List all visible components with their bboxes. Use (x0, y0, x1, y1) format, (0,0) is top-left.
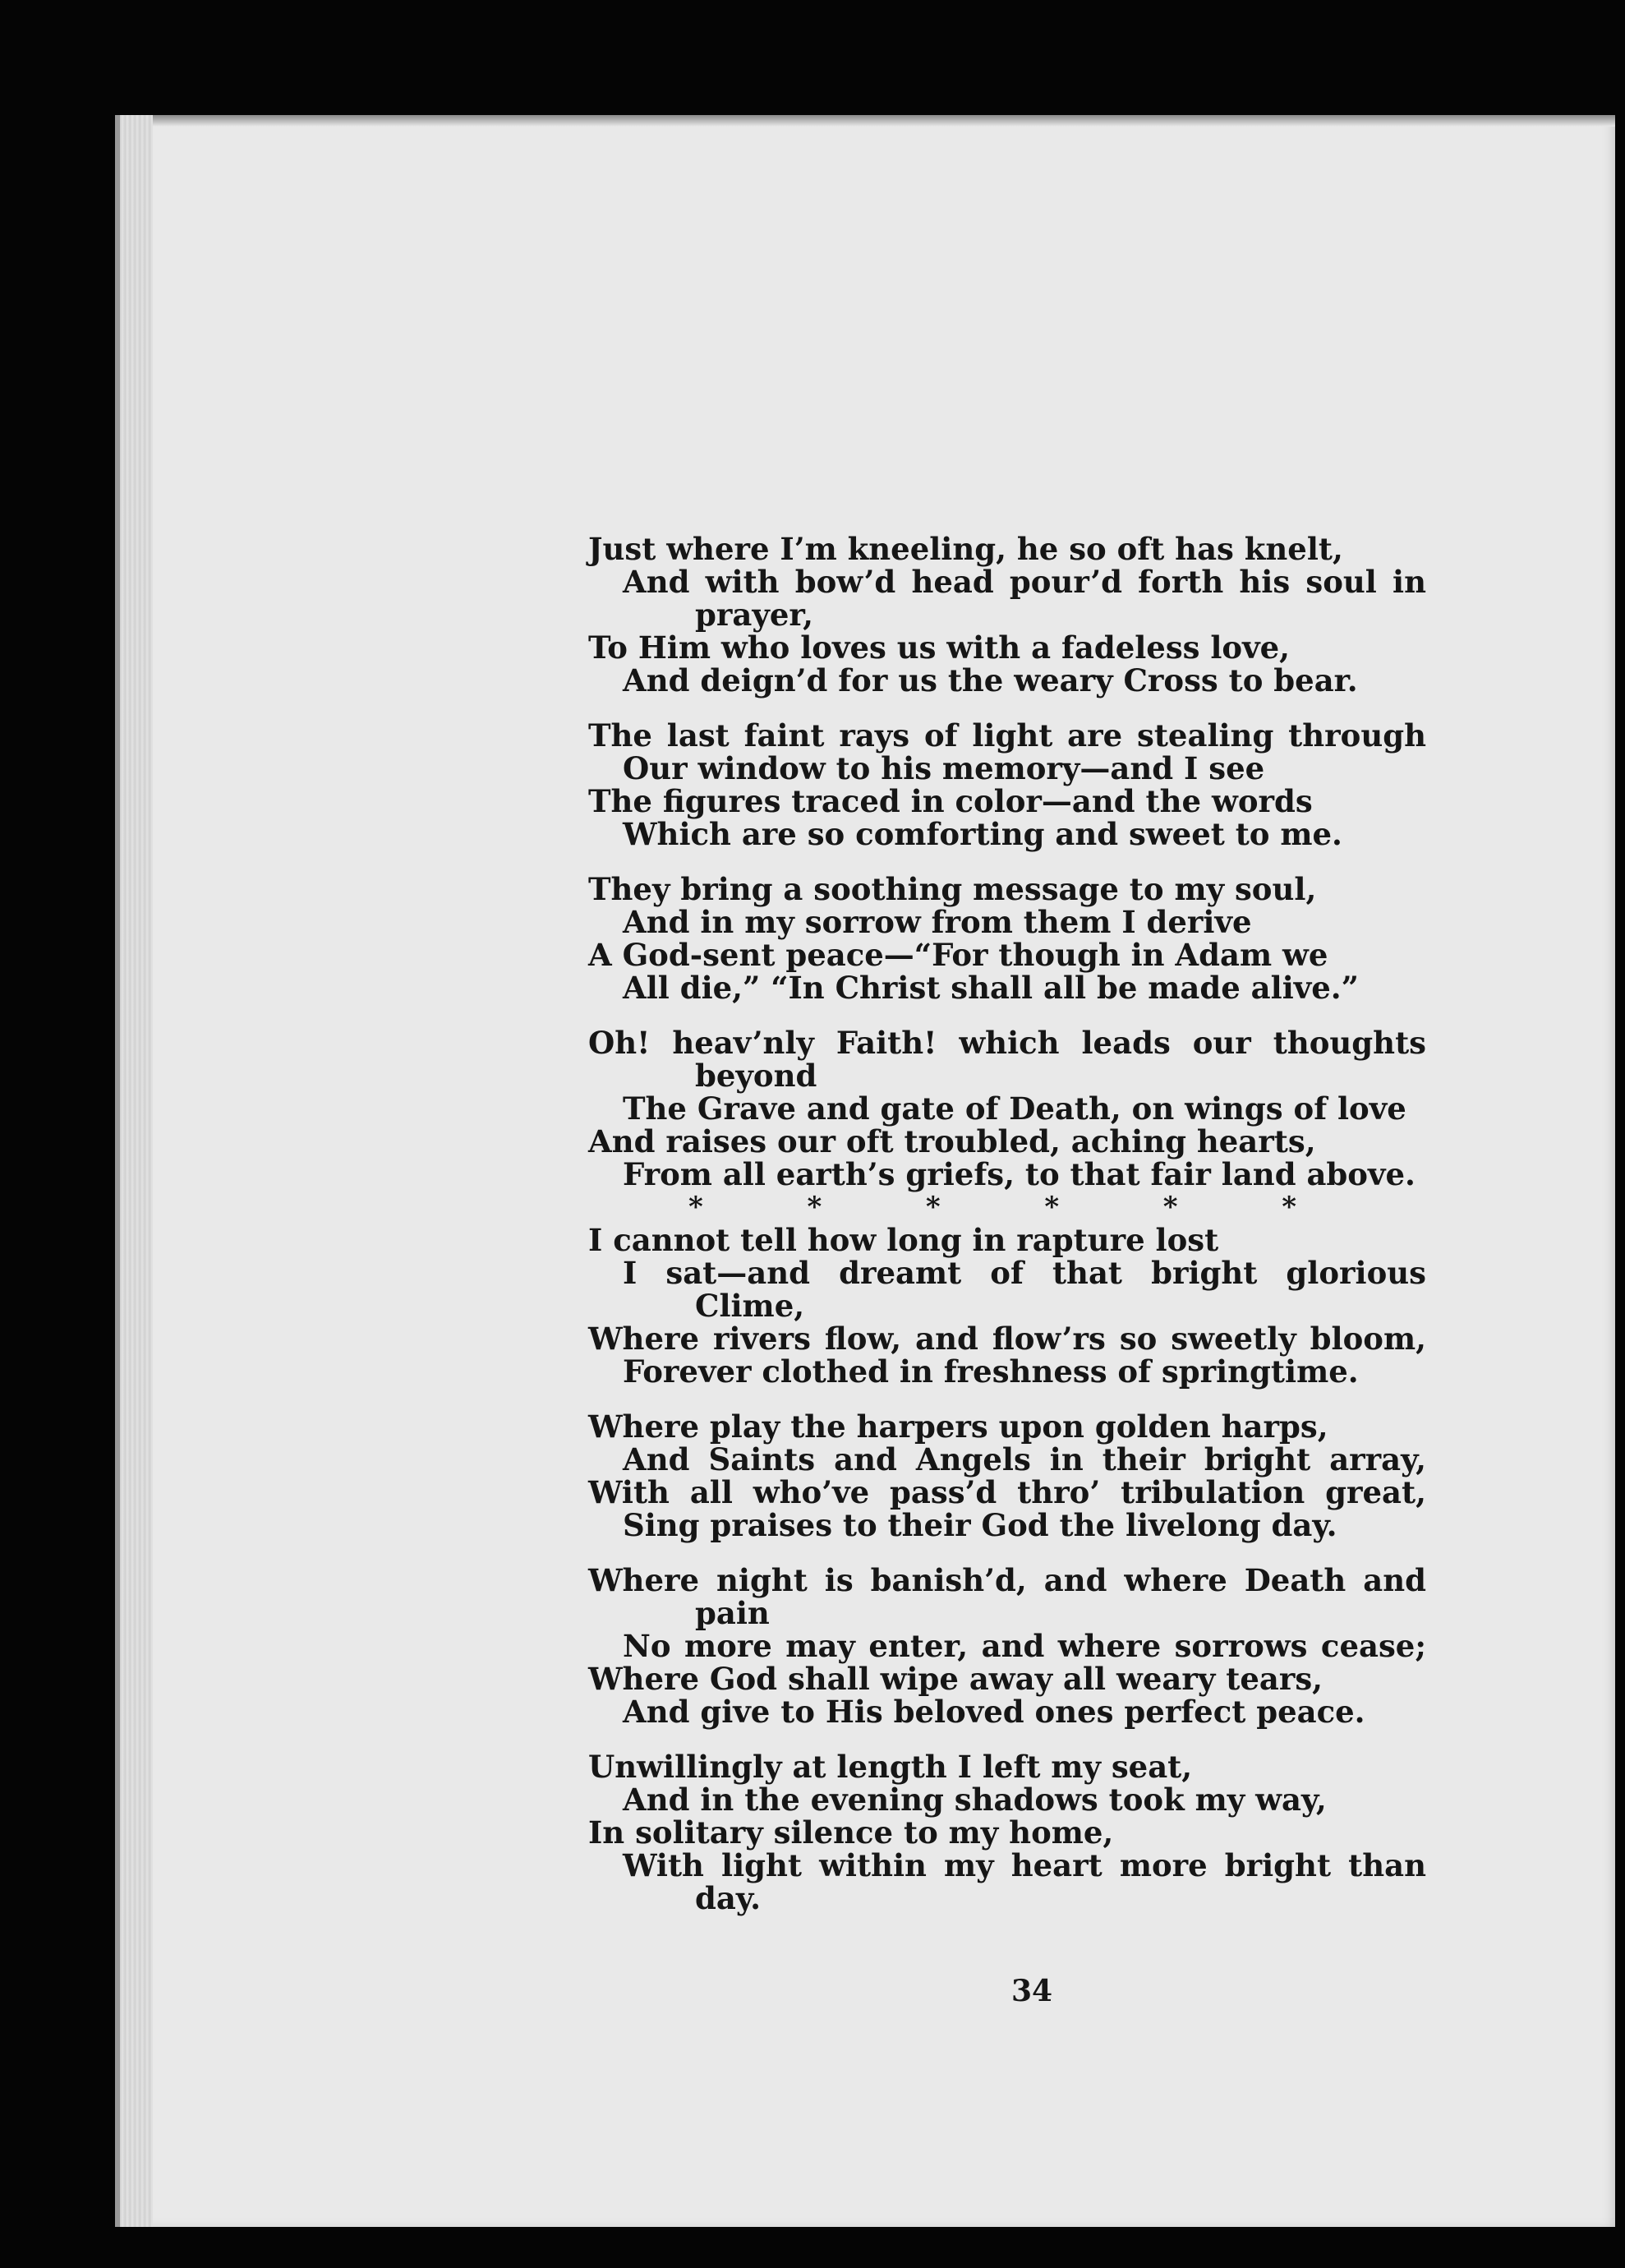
poem-line: And in my sorrow from them I derive (623, 904, 1252, 940)
section-separator (588, 1191, 1296, 1224)
poem-line: Where night is banish’d, and where Death and (588, 1562, 1426, 1598)
poem-body (588, 532, 1426, 1915)
poem-line: No more may enter, and where sorrows cease; (623, 1628, 1426, 1664)
poem-line: From all earth’s griefs, to that fair land above. (623, 1156, 1416, 1192)
poem-line: Which are so comforting and sweet to me. (623, 816, 1342, 852)
separator-asterisk: * (1282, 1191, 1296, 1224)
poem-line: Oh! heav’nly Faith! which leads our thoughts (588, 1025, 1426, 1061)
separator-asterisk: * (688, 1191, 703, 1224)
poem-line: With light within my heart more bright than (623, 1847, 1426, 1883)
page-number: 34 (1010, 1974, 1053, 2008)
stanza-gap (588, 1004, 1426, 1026)
poem-line: The figures traced in color—and the words (588, 783, 1313, 819)
poem-line: A God-sent peace—“For though in Adam we (588, 937, 1328, 973)
poem-line: prayer, (695, 597, 814, 633)
poem-line: Just where I’m kneeling, he so oft has knelt, (588, 531, 1343, 567)
stanza-gap (588, 1388, 1426, 1410)
poem-line: I cannot tell how long in rapture lost (588, 1222, 1219, 1258)
poem-line: And in the evening shadows took my way, (623, 1782, 1327, 1818)
poem-line: beyond (695, 1058, 817, 1094)
page-top-edge (120, 115, 1615, 127)
poem-line: And give to His beloved ones perfect peace. (623, 1694, 1365, 1730)
poem-line: Sing praises to their God the livelong day. (623, 1507, 1337, 1543)
poem-line: To Him who loves us with a fadeless love, (588, 629, 1291, 666)
poem-line: Clime, (695, 1288, 805, 1324)
poem-line: The last faint rays of light are stealing through (588, 717, 1426, 754)
poem-line: And with bow’d head pour’d forth his soul in (623, 564, 1426, 600)
separator-asterisk: * (1162, 1191, 1178, 1224)
poem-line: Unwillingly at length I left my seat, (588, 1749, 1193, 1785)
stanza-gap (588, 850, 1426, 873)
poem-line: Where rivers flow, and flow’rs so sweetly bloom, (588, 1321, 1426, 1357)
poem-line: The Grave and gate of Death, on wings of love (623, 1090, 1406, 1127)
stanza-gap (588, 1542, 1426, 1564)
poem-line: And deign’d for us the weary Cross to bear. (623, 662, 1358, 698)
poem-line: And Saints and Angels in their bright array, (623, 1441, 1426, 1477)
separator-asterisk: * (807, 1191, 822, 1224)
poem-line: Where God shall wipe away all weary tears, (588, 1661, 1323, 1697)
poem-line: All die,” “In Christ shall all be made alive.” (623, 970, 1359, 1006)
separator-asterisk: * (1044, 1191, 1060, 1224)
poem-line: Our window to his memory—and I see (623, 750, 1265, 786)
poem-line: I sat—and dreamt of that bright glorious (623, 1255, 1426, 1291)
poem-line: They bring a soothing message to my soul, (588, 871, 1317, 907)
stanza-gap (588, 697, 1426, 719)
page-binding-edge (120, 115, 153, 2227)
poem-line: In solitary silence to my home, (588, 1814, 1114, 1851)
poem-line: Forever clothed in freshness of springtime. (623, 1353, 1359, 1390)
poem-line: Where play the harpers upon golden harps, (588, 1408, 1328, 1445)
poem-line: And raises our oft troubled, aching hearts, (588, 1123, 1316, 1159)
stanza-gap (588, 1728, 1426, 1750)
poem-line: With all who’ve pass’d thro’ tribulation great, (588, 1474, 1426, 1510)
poem-line: day. (695, 1880, 761, 1916)
book-page (115, 115, 1615, 2227)
poem-line: pain (695, 1595, 770, 1631)
separator-asterisk: * (925, 1191, 941, 1224)
